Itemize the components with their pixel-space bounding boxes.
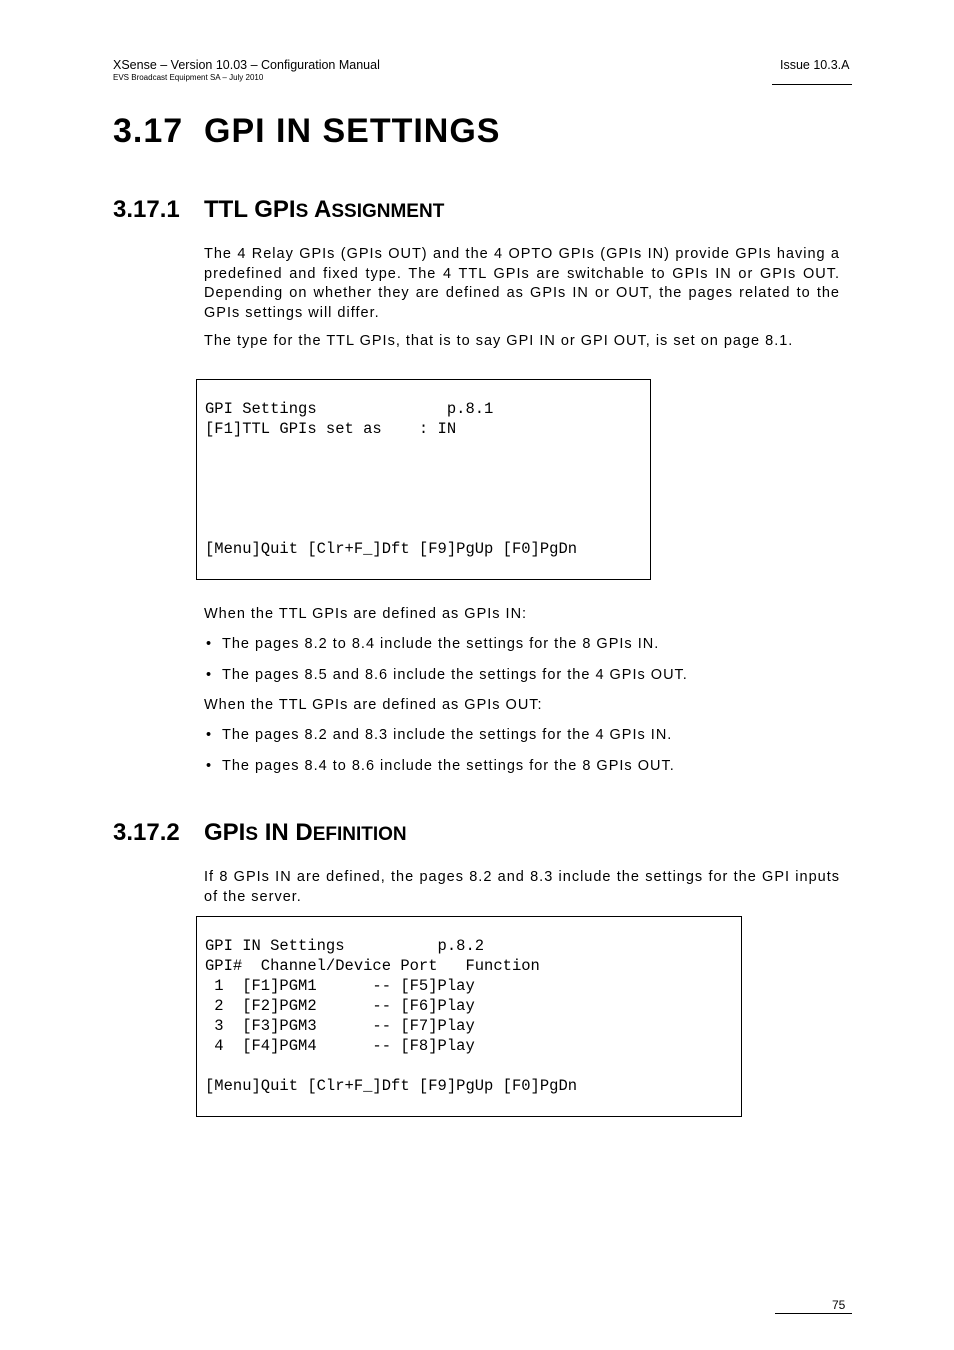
screen2-footer: [Menu]Quit [Clr+F_]Dft [F9]PgUp [F0]PgDn bbox=[205, 1077, 578, 1095]
bullet-item bbox=[206, 667, 846, 683]
subsection2-title-big: GPI bbox=[204, 819, 246, 846]
subsection1-paragraph-1: The 4 Relay GPIs (GPIs OUT) and the 4 OPTO GPIs (GPIs IN) provide GPIs having a predefined and fixed type. The 4 TTL GPIs are switchable to GPIs IN or GPIs OUT. Depending on whether they are defined as GPIs IN or OUT, the pages related to the GPIs settings will differ. bbox=[204, 246, 840, 321]
screen2-line-1: GPI IN Settings p.8.2 bbox=[205, 937, 485, 955]
screen1-footer: [Menu]Quit [Clr+F_]Dft [F9]PgUp [F0]PgDn bbox=[205, 540, 578, 558]
bullet-icon: • bbox=[206, 636, 213, 652]
subsection1-number: 3.17.1 bbox=[113, 196, 180, 223]
subsection2-title-small-1: S bbox=[245, 824, 259, 845]
header-divider bbox=[772, 84, 852, 85]
screen2-row: 3 [F3]PGM3 -- [F7]Play bbox=[205, 1017, 475, 1035]
subsection2-title-mid: IN D bbox=[258, 819, 313, 846]
screen2-row: 1 [F1]PGM1 -- [F5]Play bbox=[205, 977, 475, 995]
screen1-line-1: GPI Settings p.8.1 bbox=[205, 400, 494, 418]
bullet-text: The pages 8.4 to 8.6 include the settings for the 8 GPIs OUT. bbox=[222, 758, 675, 774]
header-issue: Issue 10.3.A bbox=[780, 58, 850, 72]
footer-divider bbox=[775, 1313, 852, 1314]
bullet-item bbox=[206, 636, 846, 652]
bullet-text: The pages 8.2 and 8.3 include the settings for the 4 GPIs IN. bbox=[222, 727, 673, 743]
screen2-row: 2 [F2]PGM2 -- [F6]Play bbox=[205, 997, 475, 1015]
when-gpis-out-text: When the TTL GPIs are defined as GPIs OUT: bbox=[204, 697, 543, 713]
screen-box-page-8-2 bbox=[196, 916, 742, 1117]
subsection2-number: 3.17.2 bbox=[113, 819, 180, 846]
header-subtitle: EVS Broadcast Equipment SA – July 2010 bbox=[113, 73, 264, 82]
subsection1-paragraph-2: The type for the TTL GPIs, that is to say GPI IN or GPI OUT, is set on page 8.1. bbox=[204, 333, 794, 349]
screen1-line-2: [F1]TTL GPIs set as : IN bbox=[205, 420, 457, 438]
bullet-item bbox=[206, 727, 846, 743]
bullet-text: The pages 8.5 and 8.6 include the settings for the 4 GPIs OUT. bbox=[222, 667, 688, 683]
subsection1-title-small-2: SSIGNMENT bbox=[331, 201, 445, 222]
subsection2-heading bbox=[113, 819, 407, 847]
section-title: GPI IN SETTINGS bbox=[204, 112, 501, 150]
screen2-row: 4 [F4]PGM4 -- [F8]Play bbox=[205, 1037, 475, 1055]
section-heading bbox=[113, 112, 500, 151]
screen-box-page-8-1 bbox=[196, 379, 651, 580]
screen2-line-2: GPI# Channel/Device Port Function bbox=[205, 957, 540, 975]
bullet-icon: • bbox=[206, 667, 213, 683]
page-number: 75 bbox=[832, 1298, 846, 1312]
subsection1-heading bbox=[113, 196, 444, 224]
bullet-text: The pages 8.2 to 8.4 include the settings for the 8 GPIs IN. bbox=[222, 636, 660, 652]
when-gpis-in-text: When the TTL GPIs are defined as GPIs IN: bbox=[204, 606, 528, 622]
subsection1-title-small-1: S bbox=[295, 201, 309, 222]
header-title: XSense – Version 10.03 – Configuration Manual bbox=[113, 58, 380, 72]
bullet-icon: • bbox=[206, 758, 213, 774]
subsection1-title-big: TTL GPI bbox=[204, 196, 296, 223]
subsection2-paragraph-1: If 8 GPIs IN are defined, the pages 8.2 and 8.3 include the settings for the GPI inputs of the server. bbox=[204, 869, 840, 905]
subsection1-title-mid: A bbox=[308, 196, 332, 223]
bullet-item bbox=[206, 758, 846, 774]
section-number: 3.17 bbox=[113, 112, 184, 150]
bullet-icon: • bbox=[206, 727, 213, 743]
subsection2-title-small-2: EFINITION bbox=[312, 824, 407, 845]
